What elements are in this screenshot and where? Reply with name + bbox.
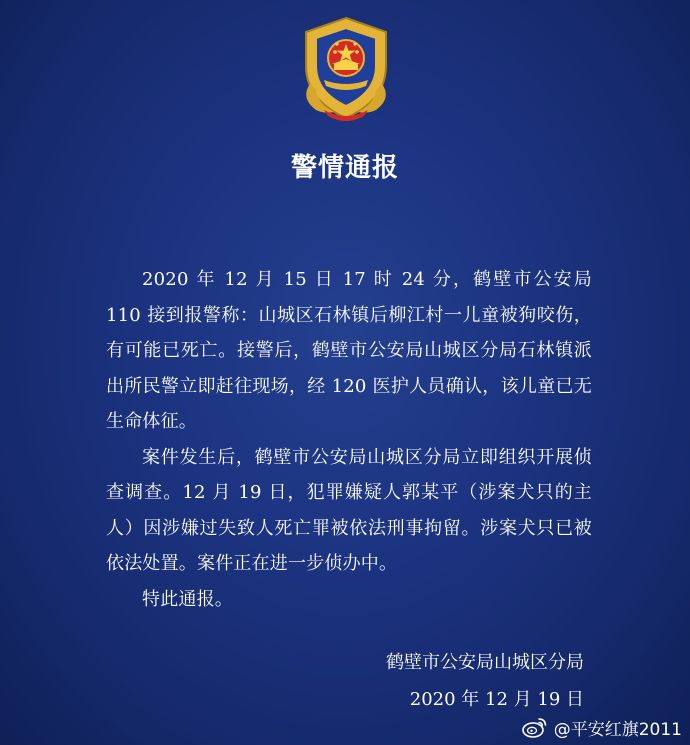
report-body <box>106 262 592 617</box>
weibo-icon <box>522 716 548 738</box>
paragraph-incident: 2020 年 12 月 15 日 17 时 24 分，鹤壁市公安局 110 接到报警称：山城区石林镇后柳江村一儿童被狗咬伤，有可能已死亡。接警后，鹤壁市公安局山城区分局石林镇派出所民警立即赶往现场，经 120 医护人员确认，该儿童已无生命体征。 <box>106 269 592 432</box>
signature-organization: 鹤壁市公安局山城区分局 <box>386 652 584 673</box>
signature-date: 2020 年 12 月 19 日 <box>409 689 584 710</box>
weibo-watermark <box>522 714 682 740</box>
watermark-text: @平安红旗2011 <box>553 719 682 740</box>
page-title: 警情通报 <box>290 153 399 183</box>
paragraph-closing: 特此通报。 <box>142 588 233 610</box>
police-emblem-icon <box>290 14 402 126</box>
paragraph-investigation: 案件发生后，鹤壁市公安局山城区分局立即组织开展侦查调查。12 月 19 日，犯罪嫌疑人郭某平（涉案犬只的主人）因涉嫌过失致人死亡罪被依法刑事拘留。涉案犬只已被依法处置。案件正在进一步侦办中。 <box>106 446 592 574</box>
